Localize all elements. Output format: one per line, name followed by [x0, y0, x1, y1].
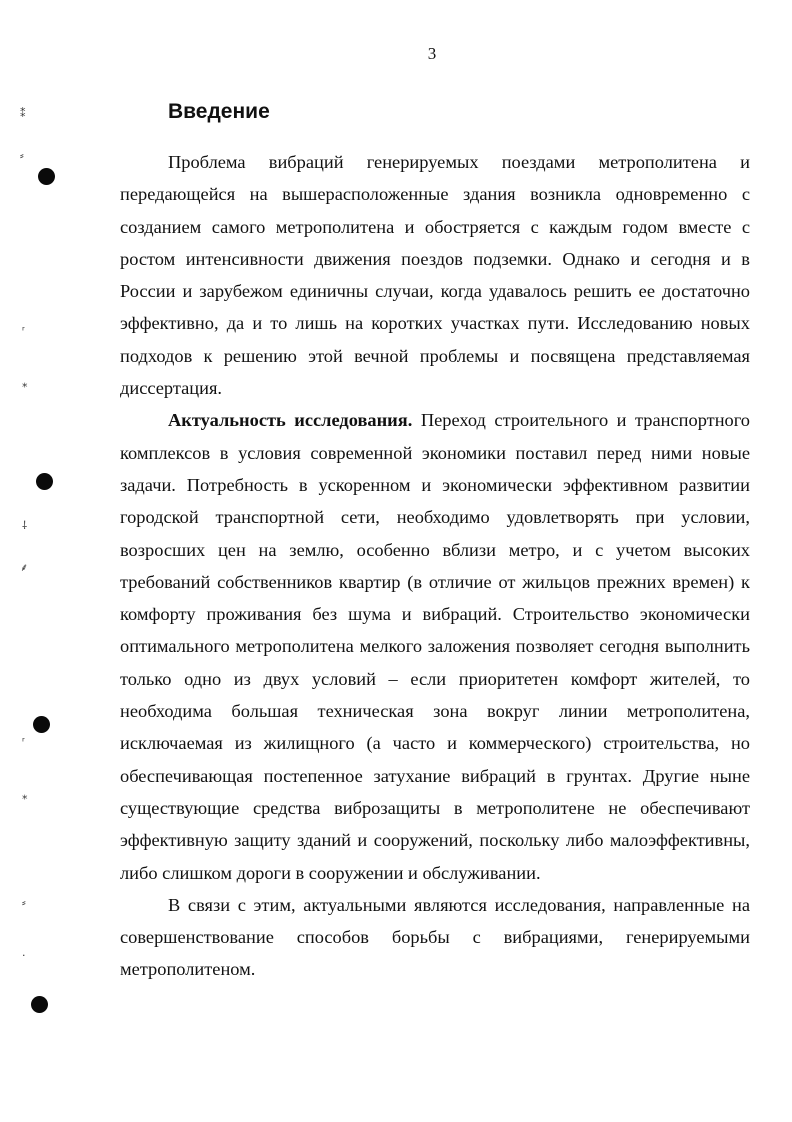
punch-hole-mark [31, 996, 48, 1013]
paragraph-intro [120, 146, 750, 404]
paragraph-relevance [120, 404, 750, 888]
punch-hole-mark [38, 168, 55, 185]
scan-speck-mark: ⁑ [20, 107, 26, 120]
scan-speck-mark: ⸗ [22, 896, 26, 909]
body-text [120, 146, 750, 986]
scan-speck-mark: ⸙ [20, 561, 29, 574]
punch-hole-mark [36, 473, 53, 490]
paragraph-relevance-lead: Актуальность исследования. [168, 410, 413, 431]
page-number: 3 [427, 44, 437, 63]
scan-speck-mark: ⸸ [22, 519, 28, 532]
paragraph-conclusion-text: В связи с этим, актуальными являются исследования, направленные на совершенствование способов борьбы с вибрациями, генерируемыми метрополитеном. [120, 894, 750, 980]
scan-speck-mark: · [22, 949, 26, 962]
scan-speck-mark: ⸗ [20, 149, 24, 162]
paragraph-relevance-text: Переход строительного и транспортного комплексов в условия современной экономики поставил перед ними новые задачи. Потребность в ускоренном и экономически эффективном развитии городской транспортной сети, необходимо удовлетворять при условии, возросших цен на землю, особенно вблизи метро, и с учетом высоких требований собственников квартир (в отличие от жильцов прежних времен) к комфорту проживания без шума и вибраций. Строительство экономически оптимального метрополитена мелкого заложения позволяет сегодня выполнить только одно из двух условий – если приоритетен комфорт жителей, то необходима большая техническая зона вокруг линии метрополитена, исключаемая из жилищного (а часто и коммерческого) строительства, но обеспечивающая постепенное затухание вибраций в грунтах. Другие ныне существующие средства виброзащиты в метрополитене не обеспечивают эффективную защиту зданий и сооружений, поскольку либо малоэффективны, либо слишком дороги в сооружении и обслуживании. [120, 410, 751, 883]
punch-hole-mark [33, 716, 50, 733]
paragraph-conclusion [120, 889, 750, 986]
scan-speck-mark: ʳ [22, 735, 25, 748]
scan-speck-mark: ʳ [22, 324, 25, 337]
paragraph-intro-text: Проблема вибраций генерируемых поездами метрополитена и передающейся на вышерасположенные здания возникла одновременно с созданием самого метрополитена и обостряется с каждым годом вместе с ростом интенсивности движения поездов подземки. Однако и сегодня и в России и зарубежом единичны случаи, когда удавалось решить ее достаточно эффективно, да и то лишь на коротких участках пути. Исследованию новых подходов к решению этой вечной проблемы и посвящена представляемая диссертация. [120, 152, 750, 399]
scan-speck-mark: ⁎ [22, 789, 28, 802]
scan-speck-mark: ⁎ [22, 377, 28, 390]
section-heading: Введение [168, 100, 270, 123]
